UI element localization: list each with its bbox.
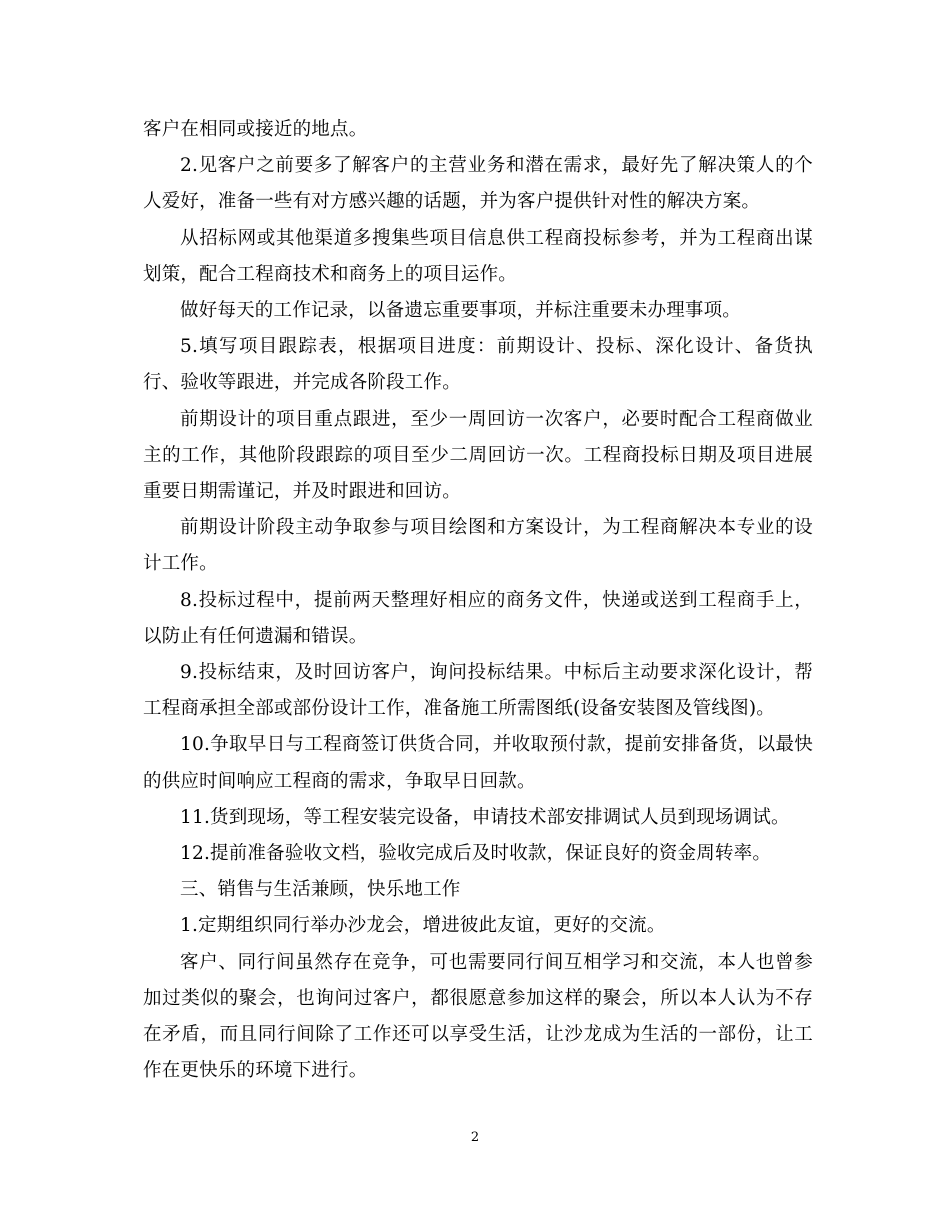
paragraph: 8.投标过程中，提前两天整理好相应的商务文件，快递或送到工程商手上，以防止有任何遗漏和错误。 xyxy=(143,589,813,647)
paragraph: 前期设计的项目重点跟进，至少一周回访一次客户，必要时配合工程商做业主的工作，其他阶段跟踪的项目至少二周回访一次。工程商投标日期及项目进展重要日期需谨记，并及时跟进和回访。 xyxy=(143,408,813,503)
page-number: 2 xyxy=(470,1130,480,1145)
paragraph: 做好每天的工作记录，以备遗忘重要事项，并标注重要未办理事项。 xyxy=(180,300,742,322)
section-heading: 三、销售与生活兼顾，快乐地工作 xyxy=(180,879,461,901)
paragraph: 2.见客户之前要多了解客户的主营业务和潜在需求，最好先了解决策人的个人爱好，准备一些有对方感兴趣的话题，并为客户提供针对性的解决方案。 xyxy=(143,155,813,213)
paragraph: 10.争取早日与工程商签订供货合同，并收取预付款，提前安排备货，以最快的供应时间响应工程商的需求，争取早日回款。 xyxy=(143,734,813,792)
paragraph: 前期设计阶段主动争取参与项目绘图和方案设计，为工程商解决本专业的设计工作。 xyxy=(143,517,813,575)
paragraph: 5.填写项目跟踪表，根据项目进度：前期设计、投标、深化设计、备货执行、验收等跟进，并完成各阶段工作。 xyxy=(143,336,813,394)
document-body xyxy=(143,112,813,1089)
paragraph: 9.投标结束，及时回访客户，询问投标结果。中标后主动要求深化设计，帮工程商承担全部或部份设计工作，准备施工所需图纸(设备安装图及管线图)。 xyxy=(143,662,813,720)
paragraph: 11.货到现场，等工程安装完设备，申请技术部安排调试人员到现场调试。 xyxy=(180,806,790,828)
paragraph: 12.提前准备验收文档，验收完成后及时收款，保证良好的资金周转率。 xyxy=(180,843,772,865)
paragraph: 从招标网或其他渠道多搜集些项目信息供工程商投标参考，并为工程商出谋划策，配合工程商技术和商务上的项目运作。 xyxy=(143,227,813,285)
paragraph: 客户在相同或接近的地点。 xyxy=(143,119,368,140)
paragraph: 1.定期组织同行举办沙龙会，增进彼此友谊，更好的交流。 xyxy=(180,915,666,937)
paragraph: 客户、同行间虽然存在竞争，可也需要同行间互相学习和交流，本人也曾参加过类似的聚会，也询问过客户，都很愿意参加这样的聚会，所以本人认为不存在矛盾，而且同行间除了工作还可以享受生活，让沙龙成为生活的一部份，让工作在更快乐的环境下进行。 xyxy=(143,951,813,1082)
